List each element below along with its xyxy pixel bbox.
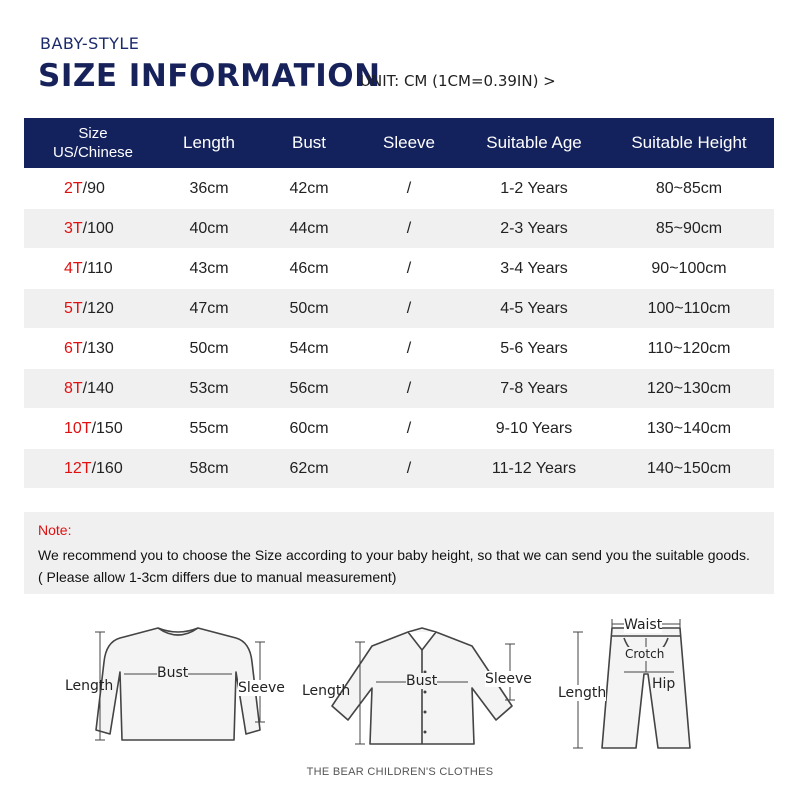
age-cell: 3-4 Years (500, 259, 568, 277)
length-cell: 40cm (189, 219, 229, 237)
footer-caption: THE BEAR CHILDREN'S CLOTHES (306, 766, 494, 778)
pants-length-label: Length (558, 685, 607, 701)
height-cell: 90~100cm (651, 259, 727, 277)
size-table (24, 118, 774, 488)
length-cell: 50cm (189, 339, 229, 357)
column-header-length: Length (183, 133, 235, 152)
note-box (24, 512, 774, 594)
chinese-size: /110 (82, 259, 113, 277)
age-cell: 11-12 Years (491, 459, 577, 477)
table-row (24, 329, 774, 368)
column-header-bust: Bust (291, 133, 327, 152)
table-row (24, 169, 774, 208)
height-cell: 140~150cm (646, 459, 732, 477)
us-size: 8T (64, 379, 83, 397)
table-row (24, 249, 774, 288)
pants-diagram (550, 602, 750, 762)
bust-cell: 50cm (289, 299, 329, 317)
bust-cell: 62cm (289, 459, 329, 477)
shirt-diagram (300, 602, 530, 752)
length-cell: 47cm (189, 299, 229, 317)
us-size: 4T (64, 259, 83, 277)
chinese-size: /160 (91, 459, 123, 477)
age-cell: 9-10 Years (495, 419, 573, 437)
brand-label: BABY-STYLE (40, 34, 140, 53)
note-line-1: We recommend you to choose the Size according to your baby height, so that we can send you the suitable goods. (38, 547, 750, 563)
size-cell (24, 380, 154, 398)
height-cell: 100~110cm (647, 299, 731, 317)
us-size: 3T (64, 219, 83, 237)
table-row (24, 409, 774, 448)
sleeve-cell: / (406, 299, 412, 317)
sleeve-cell: / (406, 339, 412, 357)
chinese-size: /90 (82, 179, 105, 197)
bust-cell: 44cm (289, 219, 329, 237)
sleeve-cell: / (406, 379, 412, 397)
shirt-bust-label: Bust (406, 673, 438, 689)
size-cell (24, 300, 154, 318)
height-cell: 80~85cm (655, 179, 723, 197)
note-line-2: ( Please allow 1-3cm differs due to manual measurement) (38, 569, 397, 585)
unit-note: UNIT: CM (1CM=0.39IN) > (360, 72, 556, 90)
column-header-age: Suitable Age (486, 133, 582, 152)
sweater-length-label: Length (65, 678, 114, 694)
height-cell: 110~120cm (647, 339, 731, 357)
us-size: 10T (64, 419, 92, 437)
table-body (24, 169, 774, 488)
age-cell: 2-3 Years (500, 219, 568, 237)
age-cell: 7-8 Years (500, 379, 568, 397)
size-cell (24, 420, 154, 438)
pants-hip-label: Hip (652, 676, 676, 692)
note-label: Note: (38, 522, 72, 538)
column-header-height: Suitable Height (631, 133, 747, 152)
bust-cell: 60cm (289, 419, 329, 437)
pants-waist-label: Waist (624, 617, 663, 633)
bust-cell: 42cm (289, 179, 329, 197)
bust-cell: 56cm (289, 379, 329, 397)
size-cell (24, 460, 154, 478)
sleeve-cell: / (406, 459, 412, 477)
sweater-sleeve-label: Sleeve (238, 680, 285, 696)
column-header-sleeve: Sleeve (383, 133, 435, 152)
sweater-diagram (60, 602, 290, 752)
length-cell: 43cm (189, 259, 229, 277)
age-cell: 5-6 Years (500, 339, 568, 357)
table-row (24, 369, 774, 408)
shirt-length-label: Length (302, 683, 351, 699)
table-header (24, 118, 774, 168)
length-cell: 58cm (189, 459, 229, 477)
us-size: 5T (64, 299, 83, 317)
us-size: 2T (64, 179, 83, 197)
table-row (24, 449, 774, 488)
table-row (24, 209, 774, 248)
column-header-size: Size US/Chinese (52, 125, 134, 161)
page-title: SIZE INFORMATION (38, 58, 381, 94)
sleeve-cell: / (406, 259, 412, 277)
sweater-bust-label: Bust (157, 665, 189, 681)
shirt-sleeve-label: Sleeve (485, 671, 532, 687)
chinese-size: /150 (91, 419, 123, 437)
chinese-size: /100 (82, 219, 114, 237)
chinese-size: /120 (82, 299, 114, 317)
height-cell: 85~90cm (655, 219, 723, 237)
sleeve-cell: / (406, 179, 412, 197)
chinese-size: /130 (82, 339, 114, 357)
size-cell (24, 340, 154, 358)
sleeve-cell: / (406, 419, 412, 437)
age-cell: 4-5 Years (500, 299, 568, 317)
us-size: 6T (64, 339, 83, 357)
height-cell: 120~130cm (646, 379, 732, 397)
pants-crotch-label: Crotch (625, 647, 665, 661)
table-row (24, 289, 774, 328)
chinese-size: /140 (82, 379, 114, 397)
size-cell (24, 180, 154, 198)
height-cell: 130~140cm (646, 419, 732, 437)
bust-cell: 46cm (289, 259, 329, 277)
us-size: 12T (64, 459, 92, 477)
age-cell: 1-2 Years (500, 179, 568, 197)
size-cell (24, 220, 154, 238)
length-cell: 53cm (189, 379, 229, 397)
length-cell: 36cm (189, 179, 229, 197)
length-cell: 55cm (189, 419, 229, 437)
sleeve-cell: / (406, 219, 412, 237)
size-cell (24, 260, 154, 278)
bust-cell: 54cm (289, 339, 329, 357)
